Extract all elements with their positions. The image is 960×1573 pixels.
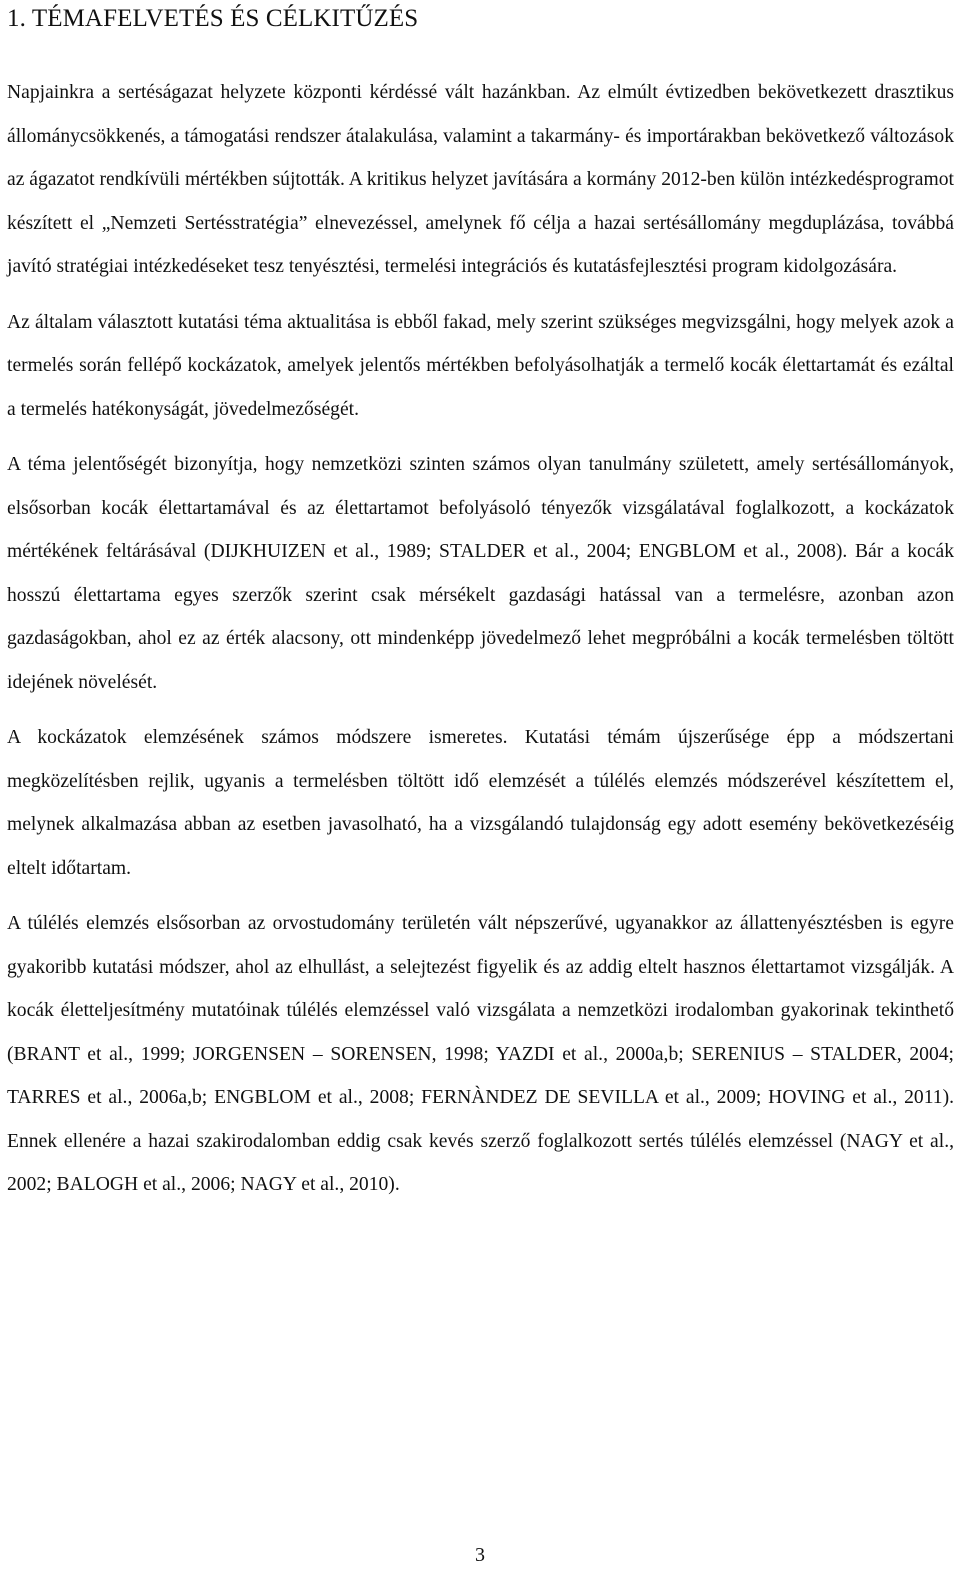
paragraph-3: A téma jelentőségét bizonyítja, hogy nemzetközi szinten számos olyan tanulmány született, amely sertésállományok, elsősorban kocák élettartamával és az élettartamot befolyásoló tényezők vizsgálatával foglalkozott, a kockázatok mértékének feltárásával (DIJKHUIZEN et al., 1989; STALDER et al., 2004; ENGBLOM et al., 2008). Bár a kocák hosszú élettartama egyes szerzők szerint csak mérsékelt gazdasági hatással van a termelésre, azonban azon gazdaságokban, ahol ez az érték alacsony, ott mindenképp jövedelmező lehet megpróbálni a kocák termelésben töltött idejének növelését. bbox=[7, 454, 954, 693]
paragraph-5: A túlélés elemzés elsősorban az orvostudomány területén vált népszerűvé, ugyanakkor az állattenyésztésben is egyre gyakoribb kutatási módszer, ahol az elhullást, a selejtezést figyelik és az addig eltelt hasznos élettartamot vizsgálják. A kocák életteljesítmény mutatóinak túlélés elemzéssel való vizsgálata a nemzetközi irodalomban gyakorinak tekinthető (BRANT et al., 1999; JORGENSEN – SORENSEN, 1998; YAZDI et al., 2000a,b; SERENIUS – STALDER, 2004; TARRES et al., 2006a,b; ENGBLOM et al., 2008; FERNÀNDEZ DE SEVILLA et al., 2009; HOVING et al., 2011). Ennek ellenére a hazai szakirodalomban eddig csak kevés szerző foglalkozott sertés túlélés elemzéssel (NAGY et al., 2002; BALOGH et al., 2006; NAGY et al., 2010). bbox=[7, 913, 954, 1195]
paragraph-4: A kockázatok elemzésének számos módszere ismeretes. Kutatási témám újszerűsége épp a módszertani megközelítésben rejlik, ugyanis a termelésben töltött idő elemzését a túlélés elemzés módszerével készítettem el, melynek alkalmazása abban az esetben javasolható, ha a vizsgálandó tulajdonság egy adott esemény bekövetkezéséig eltelt időtartam. bbox=[7, 727, 954, 879]
paragraph-1: Napjainkra a sertéságazat helyzete központi kérdéssé vált hazánkban. Az elmúlt évtizedben bekövetkezett drasztikus állománycsökkenés, a támogatási rendszer átalakulása, valamint a takarmány- és importárakban bekövetkező változások az ágazatot rendkívüli mértékben sújtották. A kritikus helyzet javítására a kormány 2012-ben külön intézkedésprogramot készített el „Nemzeti Sertésstratégia” elnevezéssel, amelynek fő célja a hazai sertésállomány megduplázása, továbbá javító stratégiai intézkedéseket tesz tenyésztési, termelési integrációs és kutatásfejlesztési program kidolgozására. bbox=[7, 82, 954, 277]
document-page bbox=[7, 0, 954, 1207]
paragraph-2: Az általam választott kutatási téma aktualitása is ebből fakad, mely szerint szükséges megvizsgálni, hogy melyek azok a termelés során fellépő kockázatok, amelyek jelentős mértékben befolyásolhatják a termelő kocák élettartamát és ezáltal a termelés hatékonyságát, jövedelmezőségét. bbox=[7, 311, 954, 420]
page-number: 3 bbox=[475, 1544, 485, 1566]
section-heading: 1. TÉMAFELVETÉS ÉS CÉLKITŰZÉS bbox=[7, 5, 419, 32]
